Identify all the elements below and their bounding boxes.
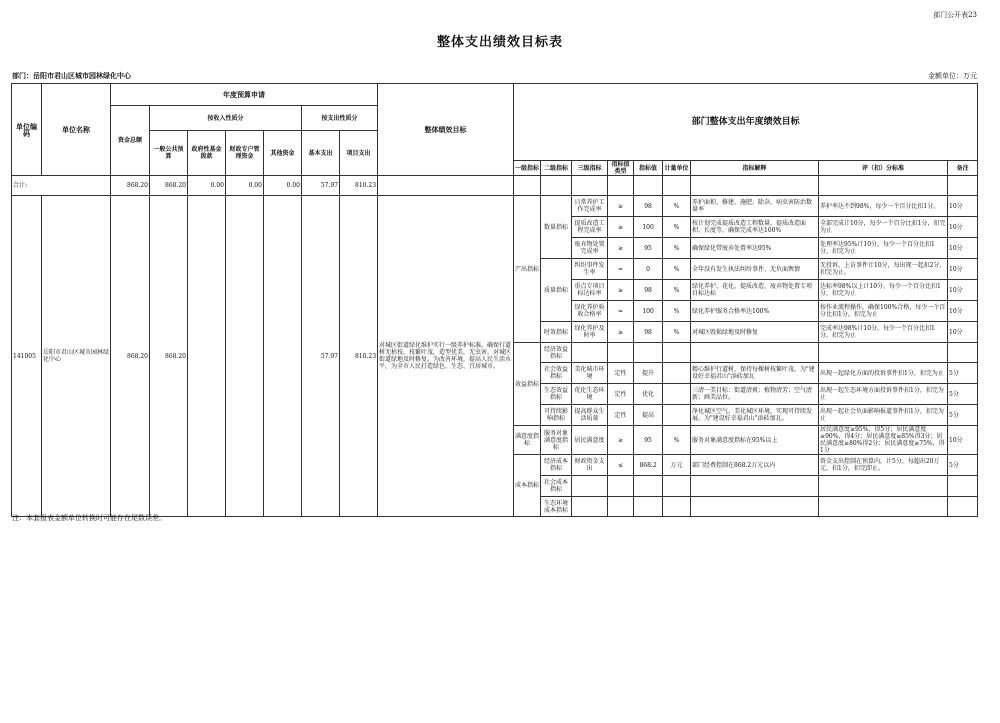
total-special: 0.00 bbox=[226, 176, 264, 196]
header-remark: 备注 bbox=[948, 161, 978, 176]
performance-table bbox=[11, 83, 978, 517]
unit-project: 810.23 bbox=[340, 196, 378, 517]
unit-goal: 对城区街道绿化维护实行一级养护标准，确保行道树无枯枝，枝繁叶茂，造型优美，无虫害。对城区街道绿地及时修复。为改善环境，提高人民生活水平，为全市人民打造绿色、生态、宜居城市。 bbox=[378, 196, 514, 517]
table-row: 可持续影响指标 提高群众生活质量 定性 提高 净化城区空气，美化城区环境，实现可持续发展，为"建设好幸福君山"添砖加瓦。 出现一起社会负面影响报道事件扣1分，扣完为止 5分 bbox=[12, 405, 978, 426]
header-unit-code: 单位编码 bbox=[12, 84, 42, 176]
l1-cost: 成本指标 bbox=[514, 455, 541, 517]
total-row bbox=[12, 176, 978, 196]
l1-benefit: 效益指标 bbox=[514, 343, 541, 426]
l1-satisfaction: 满意度指标 bbox=[514, 426, 541, 455]
table-row: 重点专项目标达标率 ≥ 98 % 绿化养护、花化、提质改造、废弃物处置专项目标达标 达标率98%以上计10分，每少一个百分比扣1分，扣完为止 10分 bbox=[12, 280, 978, 301]
unit-total: 868.20 bbox=[111, 196, 150, 517]
total-other: 0.00 bbox=[264, 176, 302, 196]
unit-code: 141005 bbox=[12, 196, 42, 517]
l2-eco: 生态效益指标 bbox=[541, 384, 572, 405]
header-lvl2: 二级指标 bbox=[541, 161, 572, 176]
l2-social-cost: 社会成本指标 bbox=[541, 476, 572, 497]
total-label: 合计: bbox=[12, 176, 111, 196]
footnote: 注：本套报表金额单位转换时可能存在尾数误差。 bbox=[12, 514, 166, 522]
total-amount: 868.20 bbox=[111, 176, 150, 196]
table-row: 社会效益指标 美化城市环境 定性 提升 精心维护行道树，保持每棵树枝繁叶茂，为"建设好幸福君山"添砖加瓦 出现一起绿化方面的投诉事件扣1分，扣完为止 5分 bbox=[12, 363, 978, 384]
l2-economic: 经济效益指标 bbox=[541, 343, 572, 363]
header-val: 指标值 bbox=[634, 161, 663, 176]
table-row: 提质改造工程完成率 ≥ 100 % 按计划完成提质改造工程数量，提质改造面积、长度等，确保完成率达100% 全部完成计10分，每少一个百分比扣1分，扣完为止 10分 bbox=[12, 217, 978, 238]
header-project-exp: 项目支出 bbox=[340, 131, 378, 176]
l2-sustain: 可持续影响指标 bbox=[541, 405, 572, 426]
table-row: 废弃物处置完成率 ≥ 95 % 确保绿化带废弃处置率达95% 处理率达95%计10分，每少一个百分比扣1分，扣完为止 10分 bbox=[12, 238, 978, 259]
table-row: 成本指标 经济成本指标 财政资金支出 ≤ 868.2 万元 部门经费控制在868.2万元以内 资金支出控制在预算内，计5分，每超出20万元，扣1分，扣完即止。 5分 bbox=[12, 455, 978, 476]
header-lvl3: 三级指标 bbox=[572, 161, 608, 176]
header-total: 资金总额 bbox=[111, 106, 150, 176]
header-by-expense: 按支出性质分 bbox=[302, 106, 378, 131]
header-measure: 计量单位 bbox=[663, 161, 691, 176]
header-lvl1: 一级指标 bbox=[514, 161, 541, 176]
header-unit-name: 单位名称 bbox=[42, 84, 111, 176]
header-standard: 评（扣）分标准 bbox=[819, 161, 948, 176]
table-row: 绿化养护验收合格率 = 100 % 绿化养护服务合格率达100% 按作业流程操作，确保100%合格，每少一个百分比扣1分，扣完为止 10分 bbox=[12, 301, 978, 322]
header-by-income: 按收入性质分 bbox=[150, 106, 302, 131]
page-title: 整体支出绩效目标表 bbox=[436, 35, 563, 50]
page-number-label: 部门公开表23 bbox=[933, 11, 977, 19]
header-budget-apply: 年度预算申请 bbox=[111, 84, 378, 106]
total-project: 810.23 bbox=[340, 176, 378, 196]
header-overall-goal: 整体绩效目标 bbox=[378, 84, 514, 176]
table-row: 生态效益指标 优化生态环境 定性 优化 三清一美目标：街道清爽；植物清芳；空气清新；画美品位。 出现一起生态环境方面投诉事件扣1分，扣完为止 5分 bbox=[12, 384, 978, 405]
total-basic: 57.97 bbox=[302, 176, 340, 196]
header-gov-fund: 政府性基金拨款 bbox=[188, 131, 226, 176]
table-row: 满意度指标 服务对象满意度指标 居民满意度 ≥ 95 % 服务对象满意度指标在95%以上 居民满意度≥95%，得5分；居民满意度≥90%，得4分；居民满意度≥85%得3分；居民满意度≥80%得2分；居民满意度≥75%，得1分 10分 bbox=[12, 426, 978, 455]
l1-output: 产出指标 bbox=[514, 196, 541, 343]
unit-general: 868.20 bbox=[150, 196, 188, 517]
header-special-fund: 财政专户管理资金 bbox=[226, 131, 264, 176]
header-general-budget: 一般公共预算 bbox=[150, 131, 188, 176]
l2-social: 社会效益指标 bbox=[541, 363, 572, 384]
l2-timeliness: 时效指标 bbox=[541, 322, 572, 343]
l2-service: 服务对象满意度指标 bbox=[541, 426, 572, 455]
l2-quantity: 数量指标 bbox=[541, 196, 572, 259]
unit-name: 岳阳市君山区城市园林绿化中心 bbox=[42, 196, 111, 517]
unit-basic: 57.97 bbox=[302, 196, 340, 517]
header-basic-exp: 基本支出 bbox=[302, 131, 340, 176]
total-gov: 0.00 bbox=[188, 176, 226, 196]
header-explain: 指标解释 bbox=[691, 161, 819, 176]
total-general: 868.20 bbox=[150, 176, 188, 196]
header-dept-goal: 部门整体支出年度绩效目标 bbox=[514, 84, 978, 161]
header-other-fund: 其他资金 bbox=[264, 131, 302, 176]
department-label: 部门：岳阳市君山区城市园林绿化中心 bbox=[12, 71, 131, 80]
l2-eco-cost: 生态环境成本指标 bbox=[541, 497, 572, 517]
amount-unit-label: 金额单位：万元 bbox=[928, 72, 977, 80]
table-row: 时效指标 绿化养护及时率 ≥ 98 % 对城区毁损绿地及时修复 完成率达98%计10分，每少一个百分比扣1分，扣完为止 10分 bbox=[12, 322, 978, 343]
l2-quality: 质量指标 bbox=[541, 259, 572, 322]
header-val-type: 指标值类型 bbox=[608, 161, 634, 176]
table-row: 质量指标 纠纷事件发生率 = 0 % 全年没有发生执法纠纷事件、无负面舆情 无投诉、上访事件计10分，每出现一起扣2分，扣完为止。 10分 bbox=[12, 259, 978, 280]
table-row: 141005 岳阳市君山区城市园林绿化中心 868.20 868.20 57.97 810.23 对城区街道绿化维护实行一级养护标准，确保行道树无枯枝，枝繁叶茂，造型优美，无虫害。对城区街道绿地及时修复。为改善环境，提高人民生活水平，为全市人民打造绿色、生态、宜居城市。 产出指标 数量指标 日常养护工作完成率 ≥ 98 % 养护面积、修建、施肥、除杂、病虫害防治数量率 养护率达不到98%，每少一个百分比扣1分。 10分 bbox=[12, 196, 978, 217]
l2-econ-cost: 经济成本指标 bbox=[541, 455, 572, 476]
